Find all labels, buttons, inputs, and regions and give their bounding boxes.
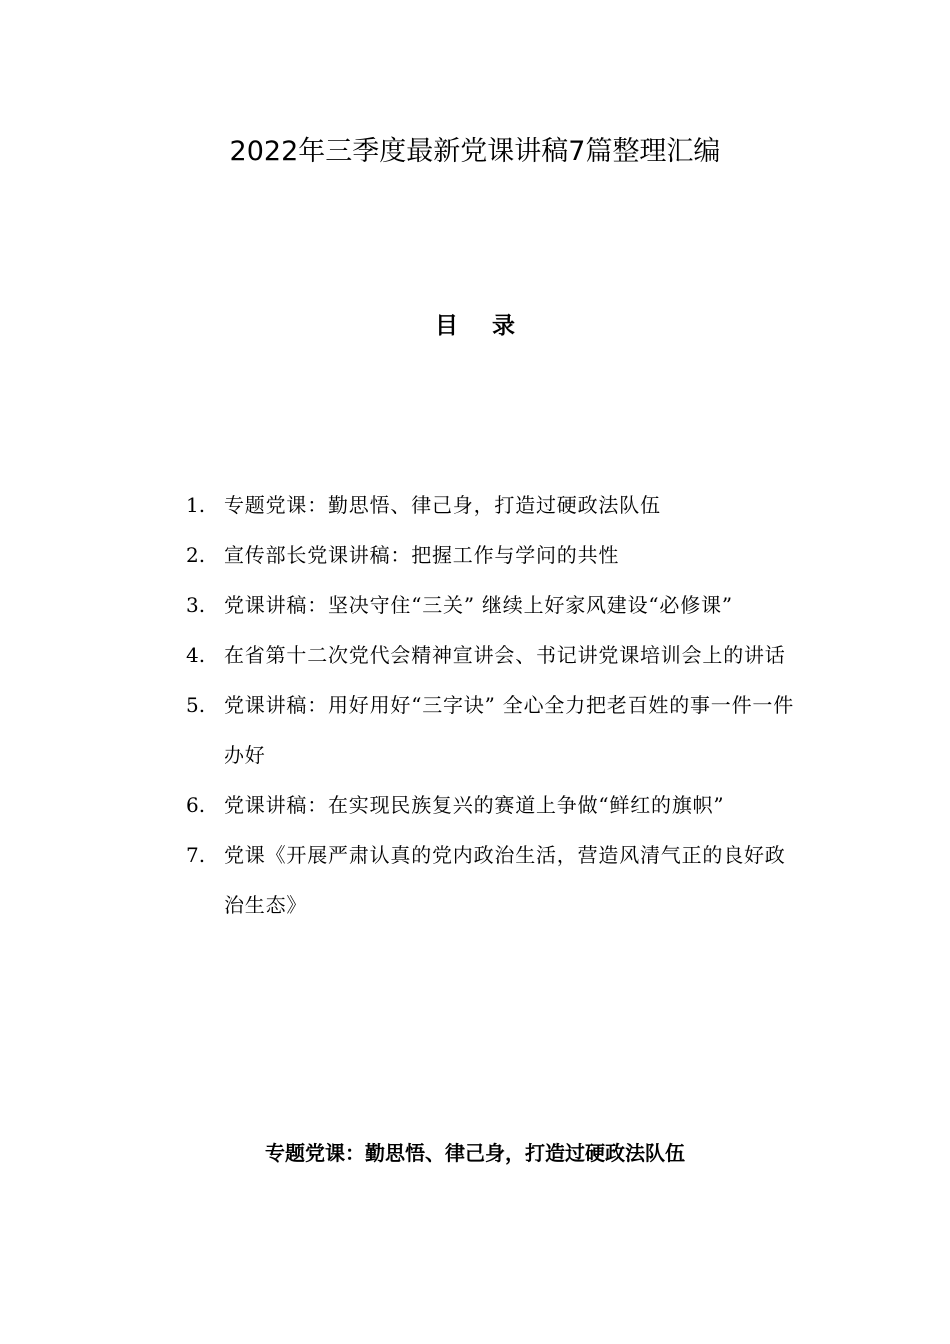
toc-item-text: 在省第十二次党代会精神宣讲会、书记讲党课培训会上的讲话 [224, 643, 786, 667]
section-title: 专题党课：勤思悟、律己身，打造过硬政法队伍 [265, 1141, 685, 1165]
toc-item-text: 党课讲稿：坚决守住“三关” 继续上好家风建设“必修课” [224, 593, 733, 617]
toc-item-3[interactable] [186, 580, 806, 630]
document-title: 2022年三季度最新党课讲稿7篇整理汇编 [229, 136, 721, 167]
toc-item-6[interactable] [186, 780, 806, 830]
toc-item-number: 3. [186, 593, 206, 617]
toc-item-text: 党课《开展严肃认真的党内政治生活，营造风清气正的良好政治生态》 [224, 843, 786, 917]
toc-item-text: 党课讲稿：在实现民族复兴的赛道上争做“鲜红的旗帜” [224, 793, 725, 817]
toc-item-number: 6. [186, 793, 206, 817]
toc-item-7[interactable] [186, 830, 806, 930]
toc-heading-right: 录 [492, 312, 515, 339]
table-of-contents [186, 480, 806, 930]
toc-item-4[interactable] [186, 630, 806, 680]
toc-item-text: 专题党课：勤思悟、律己身，打造过硬政法队伍 [224, 493, 661, 517]
toc-heading [0, 308, 950, 344]
toc-item-number: 5. [186, 693, 206, 717]
toc-item-1[interactable] [186, 480, 806, 530]
toc-item-number: 1. [186, 493, 206, 517]
toc-item-2[interactable] [186, 530, 806, 580]
toc-item-number: 7. [186, 843, 206, 867]
toc-item-text: 宣传部长党课讲稿：把握工作与学问的共性 [224, 543, 620, 567]
toc-item-number: 2. [186, 543, 206, 567]
toc-item-number: 4. [186, 643, 206, 667]
toc-item-5[interactable] [186, 680, 806, 780]
toc-item-text: 党课讲稿：用好用好“三字诀” 全心全力把老百姓的事一件一件办好 [224, 693, 795, 767]
toc-heading-left: 目 [435, 312, 458, 339]
